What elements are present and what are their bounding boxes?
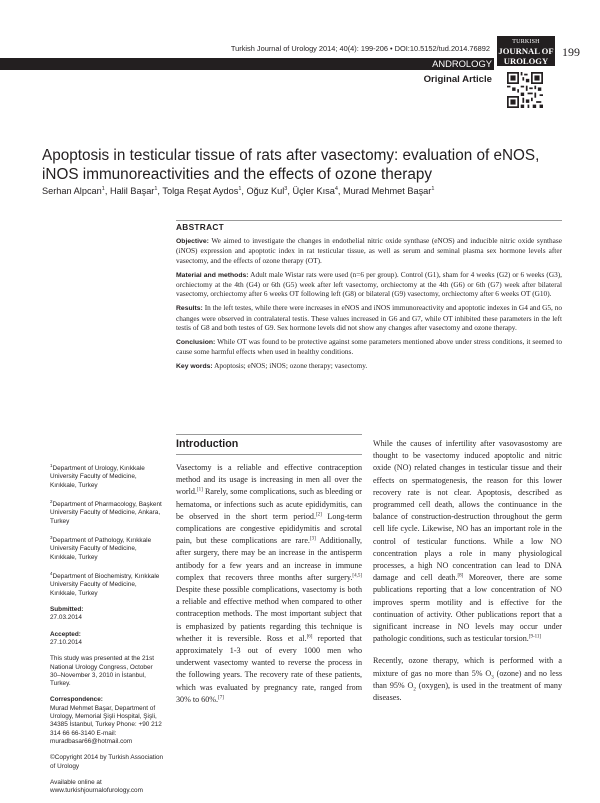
affiliation-3: $^3$Department of Pathology, Kırıkkale University Faculty of Medicine, Kırıkkale, Turkey [50, 535, 152, 561]
affiliation-1: $^1$Department of Urology, Kırıkkale University Faculty of Medicine, Kırıkkale, Turkey [50, 463, 145, 489]
body-paragraph: Vasectomy is a reliable and effective contraception method and its usage is increasing in men all over the world.[1] Rarely, some complications, such as bleeding or hematoma, or infections such as acute epididymitis, can be observed in the short term period.[2] Long-term complications are congestive epididymitis and scrotal pain, but these complications are rare.[3] Additionally, after surgery, there may be an increase in the antisperm antibody for a few years and an increase in immune complex that recovers three months after surgery.[4,5] Despite these possible complications, vasectomy is both a reliable and effective method when compared to other contraception methods. The most important subject that is emphasized by patients regarding this technique is whether it is reversible. Ross et al.[6] reported that approximately 1-3 out of every 1000 men who underwent vasectomy wanted to reverse the process in the following years. The recovery rate of these patients, which was evaluated by pregnancy rate, ranged from 30% to 60%.[7] [176, 463, 362, 704]
abstract-keywords [176, 361, 562, 371]
author-name: Halil Başar [109, 186, 155, 197]
journal-logo-line3: UROLOGY [503, 55, 549, 66]
objective-label: Objective: [176, 238, 209, 246]
author-name: Oğuz Kul [246, 186, 285, 197]
abstract [176, 220, 562, 377]
conclusion-text: While OT was found to be protective against some parameters mentioned above under stress conditions, it seemed to cause some harmful effects when used in healthy conditions. [176, 337, 562, 357]
presented-note: This study was presented at the 21st National Urology Congress, October 30–November 3, 2010 in İstanbul, Turkey. [50, 655, 155, 688]
article-title: Apoptosis in testicular tissue of rats after vasectomy: evaluation of eNOS, iNOS immunoreactivities and the effects of ozone therapy [42, 147, 540, 183]
body-paragraph: Recently, ozone therapy, which is performed with a mixture of gas no more than 5% $O_3$ (ozone) and no less than 95% $O_2$ (oxygen), is used in the treatment of many diseases. [373, 656, 563, 703]
author-affiliation-mark: 1 [154, 186, 158, 192]
journal-logo-line2: JOURNAL OF [498, 46, 554, 56]
journal-logo-line1: TURKISH [512, 39, 540, 45]
author-affiliation-mark: 1 [431, 186, 435, 192]
available-online: Available online at www.turkishjournalofurology.com [50, 778, 143, 795]
journal-logo [497, 36, 555, 66]
objective-text: We aimed to investigate the changes in endothelial nitric oxide synthase (eNOS) and inducible nitric oxide synthase (iNOS) expression and apoptotic index in rat testicular tissue, as well as serum and seminal plasma sex hormone levels after vasectomy, and the effects of ozone therapy (OT). [176, 236, 563, 265]
page-number: 199 [562, 45, 580, 59]
keywords-text: Apoptosis; eNOS; iNOS; ozone therapy; vasectomy. [214, 361, 368, 371]
author-name: Tolga Reşat Aydos [162, 186, 239, 197]
article-type: Original Article [423, 74, 492, 85]
author-name: Üçler Kısa [292, 186, 335, 197]
author-name: Murad Mehmet Başar [343, 186, 432, 197]
affiliation-2: $^2$Department of Pharmacology, Başkent University Faculty of Medicine, Ankara, Turkey [50, 499, 162, 525]
abstract-conclusion [176, 337, 562, 356]
correspondence: Correspondence: Murad Mehmet Başar, Department of Urology, Memorial Şişli Hospital, Şişli, 34385 İstanbul, Turkey Phone: +90 212 314 66 66-3140 E-mail: muradbasar66@hotmail.com [50, 696, 162, 745]
conclusion-label: Conclusion: [176, 339, 216, 347]
abstract-methods [176, 270, 562, 299]
side-info [50, 462, 165, 803]
section-label: ANDROLOGY [432, 58, 492, 69]
affiliation-4: $^4$Department of Biochemistry, Kırıkkale University Faculty of Medicine, Kırıkkale, Turkey [50, 571, 160, 597]
section-heading-introduction: Introduction [176, 434, 362, 455]
body-column-left [176, 462, 362, 716]
author-name: Serhan Alpcan [42, 186, 102, 197]
methods-text: Adult male Wistar rats were used (n=6 per group). Control (G1), sham for 4 weeks (G2) or 6 weeks (G3), orchiectomy at the 4th (G4) or 6th (G5) week after left vasectomy, orchiectomy at the 4th (G6) or 6th (G7) week after bilateral vasectomy, orchiectomy after 6 weeks OT following left (G8) or bilateral (G9) vasectomy, orchiectomy after 6 weeks OT (G10). [176, 269, 562, 299]
author-affiliation-mark: 1 [101, 186, 105, 192]
accepted-date: Accepted: 27.10.2014 [50, 630, 82, 646]
abstract-results [176, 303, 562, 332]
results-text: In the left testes, while there were increases in eNOS and iNOS immunoreactivity and apoptotic indexes in G4 and G5, no changes were observed in contralateral testis. These values increased in G6 and G7, while OT inhibited these parameters in the left testis of G8 and both testes of G9. Sex hormone levels did not show any changes after vasectomy and ozone therapy. [176, 303, 562, 332]
author-affiliation-mark: 1 [238, 186, 242, 192]
abstract-heading: ABSTRACT [176, 220, 562, 232]
results-label: Results: [176, 305, 203, 313]
author-list: Serhan Alpcan$^1$, Halil Başar$^1$, Tolga Reşat Aydos$^1$, Oğuz Kul$^3$, Üçler Kısa$^4$, Murad Mehmet Başar$^1$ [42, 186, 435, 197]
author-affiliation-mark: 3 [284, 186, 288, 192]
keywords-label: Key words: [176, 363, 213, 371]
methods-label: Material and methods: [176, 271, 249, 279]
body-paragraph: While the causes of infertility after vasovasostomy are thought to be vasectomy induced apoptolic and nitric oxide (NO) related changes in testicular tissue and their effects on spermatogenesis, the reason for this lower recovery rate is not clear. Apoptosis, described as programmed cell death, allows the continuance in the balance of construction-destruction throughout the germ cell life cycle. Likewise, NO has an important role in the control of testicular functions. While a low NO concentration plays a role in many physiological processes, a high NO concentration can lead to DNA damage and cell death.[8] Moreover, there are some publications reporting that a low concentration of NO improves sperm motility and is effective for the continuation of activity. Other publications report that a significant increase in NO levels may occur under pathologic conditions, such as testicular torsion.[9-11] [373, 439, 562, 644]
author-affiliation-mark: 4 [334, 186, 338, 192]
copyright-note: ©Copyright 2014 by Turkish Association of Urology [50, 754, 164, 770]
submitted-date: Submitted: 27.03.2014 [50, 606, 84, 622]
qr-code-icon [507, 72, 543, 108]
body-column-right [373, 438, 562, 714]
abstract-objective [176, 236, 562, 265]
journal-citation: Turkish Journal of Urology 2014; 40(4): 199-206 • DOI:10.5152/tud.2014.76892 [230, 44, 490, 53]
